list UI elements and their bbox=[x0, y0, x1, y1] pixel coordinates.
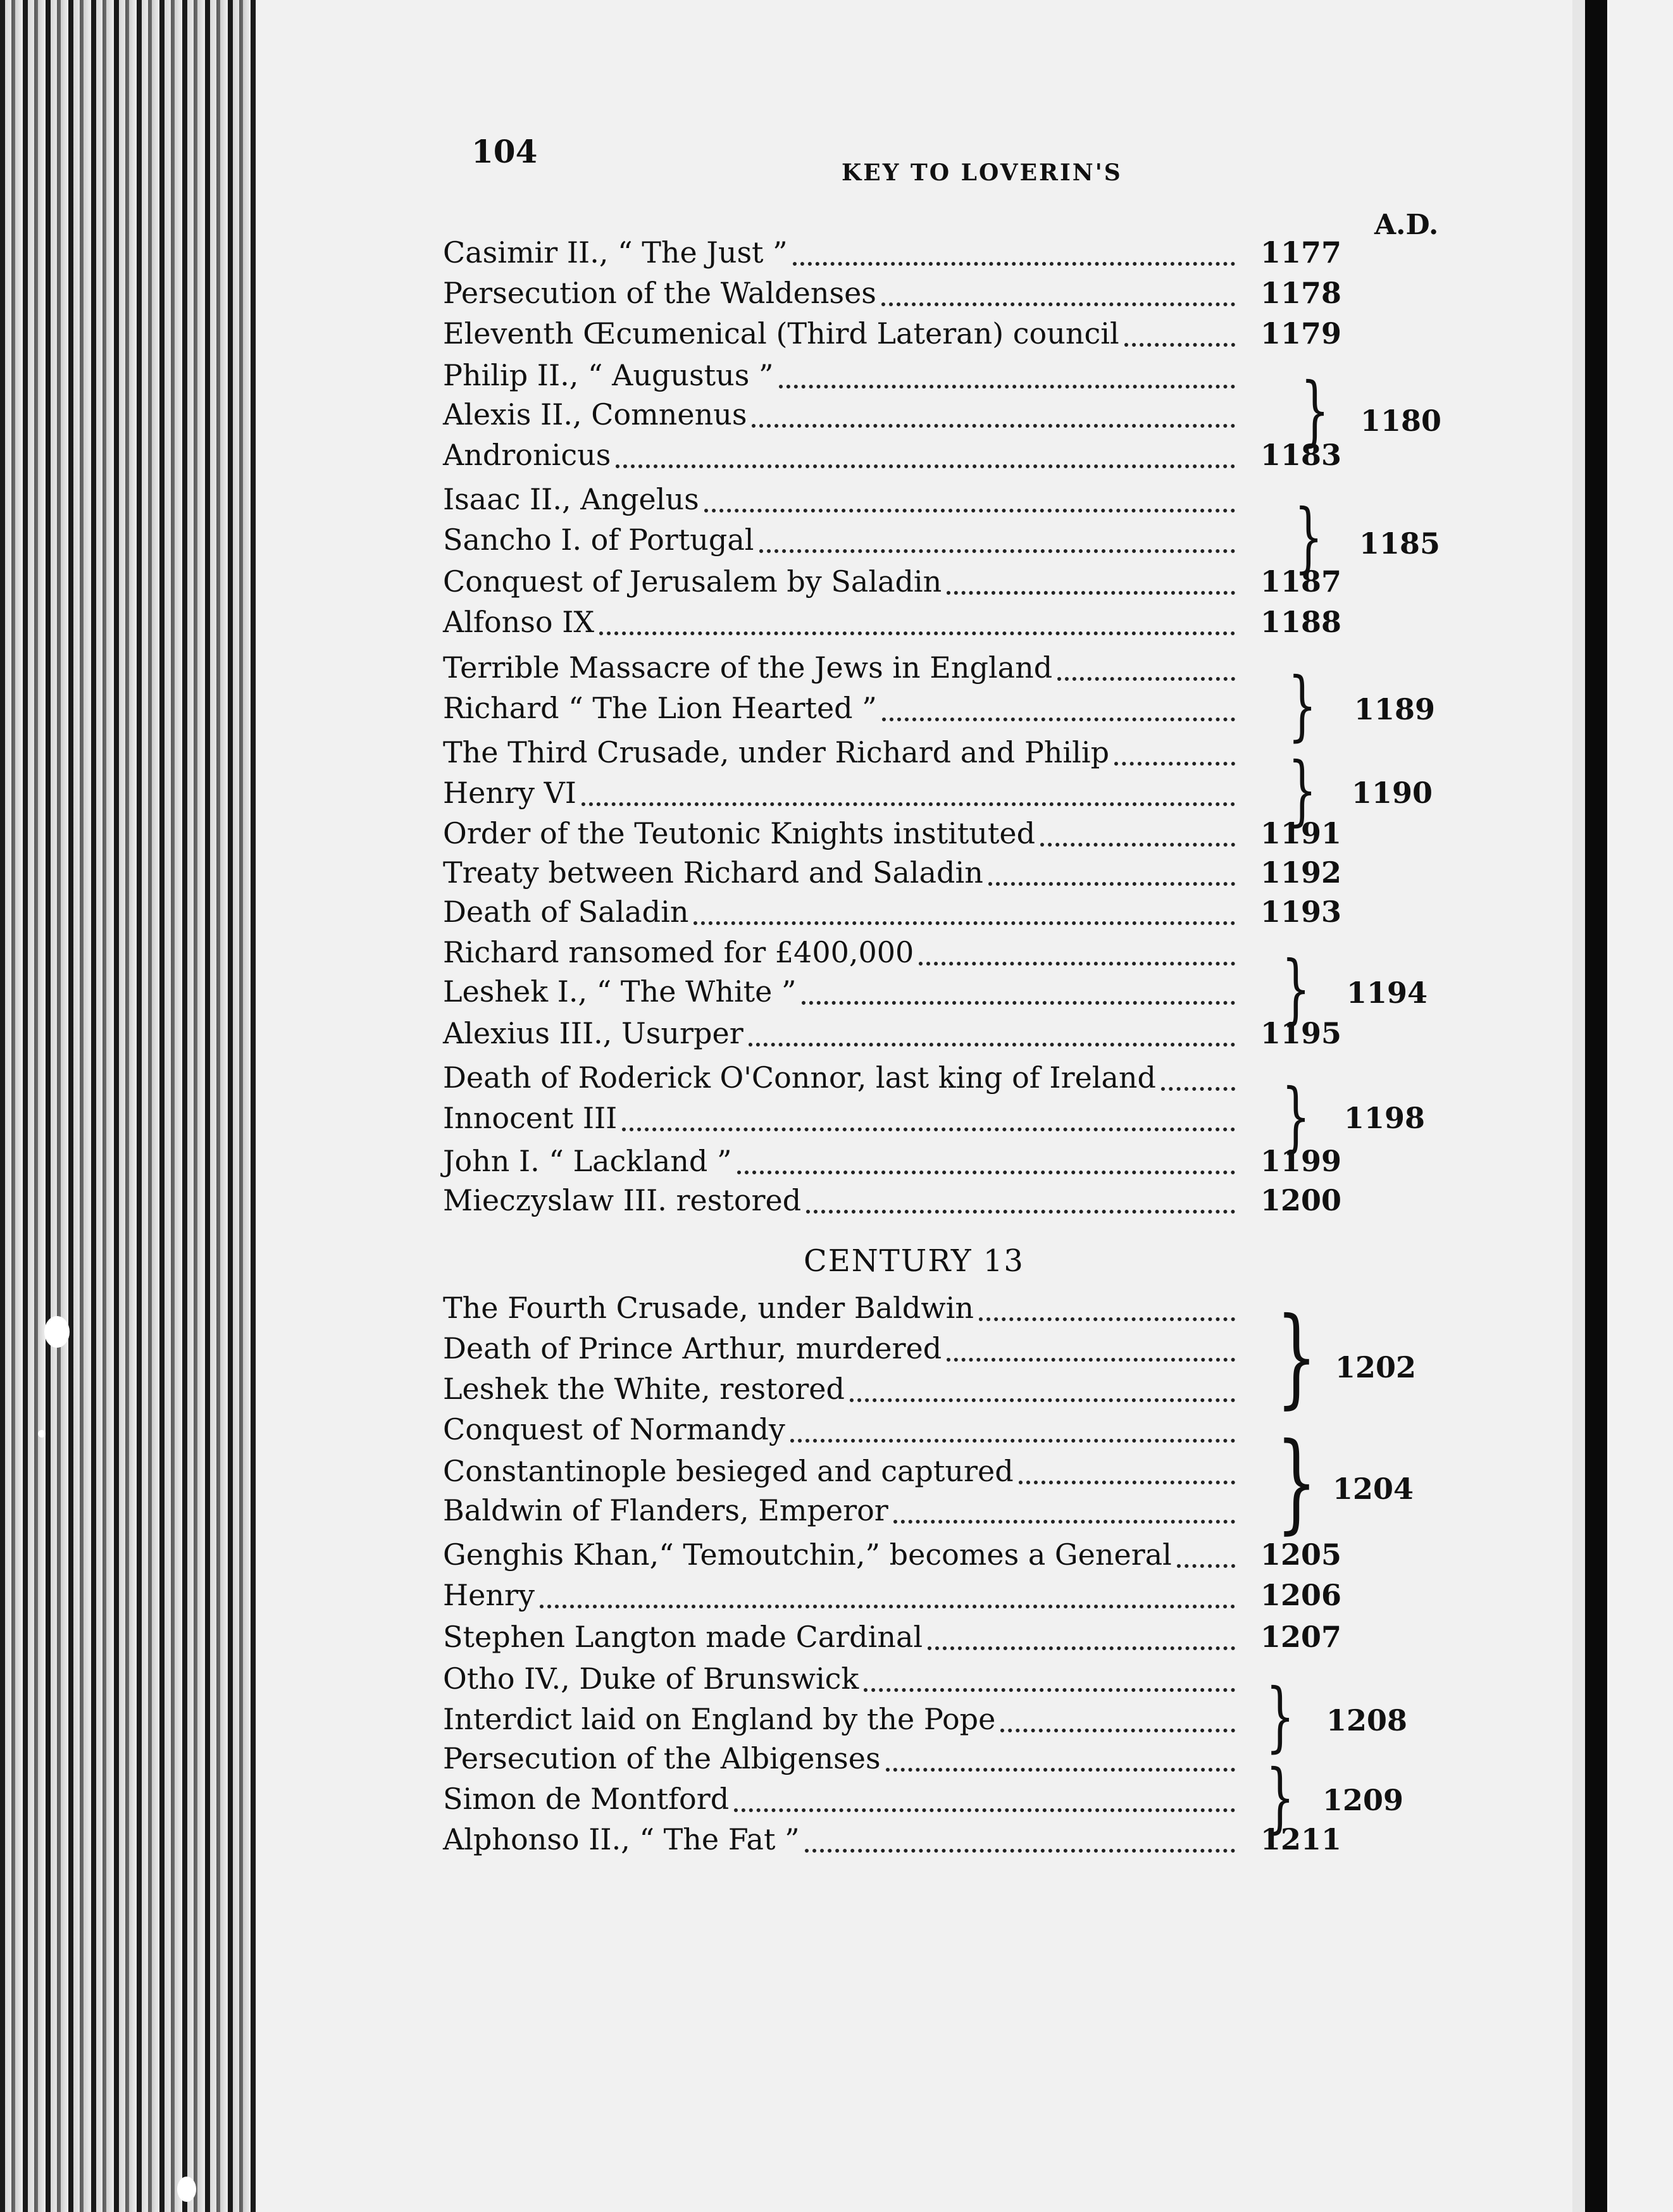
entry-text: The Fourth Crusade, under Baldwin bbox=[443, 1291, 974, 1325]
entry-text: Innocent III bbox=[443, 1101, 618, 1135]
leader-dots bbox=[850, 1398, 1235, 1402]
entry-text: Casimir II., “ The Just ” bbox=[443, 235, 788, 270]
entry-row bbox=[443, 1741, 1341, 1780]
entry-year: 1200 bbox=[1260, 1183, 1341, 1217]
entry-row bbox=[443, 523, 1341, 562]
entry-row bbox=[443, 438, 1341, 477]
entry-year: 1188 bbox=[1260, 605, 1341, 639]
leader-dots bbox=[734, 1808, 1235, 1812]
entry-year: 1211 bbox=[1260, 1822, 1341, 1856]
entry-row bbox=[443, 1291, 1341, 1330]
entry-row bbox=[443, 397, 1341, 437]
leader-dots bbox=[1124, 343, 1235, 347]
entry-year: 1191 bbox=[1260, 816, 1341, 850]
entry-text: Death of Roderick O'Connor, last king of Ireland bbox=[443, 1060, 1156, 1095]
leader-dots bbox=[806, 1210, 1235, 1214]
entry-text: Henry bbox=[443, 1578, 535, 1612]
book-page-edges bbox=[0, 0, 256, 2212]
leader-dots bbox=[886, 1768, 1235, 1772]
entry-row bbox=[443, 1538, 1341, 1577]
entry-row bbox=[443, 1702, 1341, 1741]
running-head: KEY TO LOVERIN'S bbox=[842, 159, 1123, 186]
grouped-year: 1194 bbox=[1346, 976, 1428, 1010]
leader-dots bbox=[979, 1317, 1235, 1321]
entry-row bbox=[443, 1060, 1341, 1100]
grouping-brace: } bbox=[1266, 1673, 1295, 1761]
entry-text: Alfonso IX bbox=[443, 605, 595, 639]
entry-row bbox=[443, 1016, 1341, 1055]
entry-text: Richard ransomed for £400,000 bbox=[443, 935, 914, 969]
entry-row bbox=[443, 1620, 1341, 1659]
grouped-year: 1180 bbox=[1360, 404, 1442, 438]
entry-text: Richard “ The Lion Hearted ” bbox=[443, 691, 877, 725]
entry-row bbox=[443, 1578, 1341, 1617]
leader-dots bbox=[988, 882, 1235, 886]
entry-text: Baldwin of Flanders, Emperor bbox=[443, 1493, 888, 1527]
leader-dots bbox=[947, 591, 1235, 595]
entry-text: Eleventh Œcumenical (Third Lateran) council bbox=[443, 316, 1119, 351]
scan-speck bbox=[38, 1430, 46, 1438]
gutter-rule bbox=[1595, 0, 1607, 2212]
grouping-brace: } bbox=[1276, 1420, 1317, 1545]
entry-year: 1199 bbox=[1260, 1144, 1341, 1178]
page-number: 104 bbox=[471, 133, 538, 170]
entry-row bbox=[443, 1782, 1341, 1821]
entry-text: Constantinople besieged and captured bbox=[443, 1454, 1014, 1488]
century-heading: CENTURY 13 bbox=[804, 1243, 1024, 1279]
leader-dots bbox=[752, 424, 1235, 428]
grouped-year: 1189 bbox=[1354, 692, 1436, 726]
entry-text: Philip II., “ Augustus ” bbox=[443, 358, 774, 392]
entry-row bbox=[443, 1412, 1341, 1451]
leader-dots bbox=[616, 464, 1235, 468]
entry-text: Mieczyslaw III. restored bbox=[443, 1183, 802, 1217]
entry-row bbox=[443, 358, 1341, 397]
entry-year: 1187 bbox=[1260, 564, 1341, 599]
entry-text: Otho IV., Duke of Brunswick bbox=[443, 1662, 859, 1696]
entry-row bbox=[443, 816, 1341, 855]
grouped-year: 1190 bbox=[1352, 776, 1433, 810]
entry-row bbox=[443, 276, 1341, 315]
leader-dots bbox=[919, 962, 1235, 966]
grouping-brace: } bbox=[1276, 1295, 1317, 1420]
entry-year: 1205 bbox=[1260, 1538, 1341, 1572]
entry-year: 1207 bbox=[1260, 1620, 1341, 1654]
leader-dots bbox=[540, 1605, 1235, 1608]
entry-row bbox=[443, 564, 1341, 604]
grouping-brace: } bbox=[1300, 367, 1330, 455]
entry-text: Death of Saladin bbox=[443, 895, 689, 929]
leader-dots bbox=[1161, 1087, 1235, 1091]
leader-dots bbox=[1040, 843, 1235, 847]
scan-speck bbox=[177, 2177, 196, 2202]
leader-dots bbox=[759, 549, 1236, 553]
leader-dots bbox=[779, 385, 1235, 388]
entry-text: Simon de Montford bbox=[443, 1782, 730, 1816]
grouping-brace: } bbox=[1288, 747, 1317, 835]
leader-dots bbox=[802, 1001, 1235, 1005]
leader-dots bbox=[928, 1646, 1235, 1650]
entry-text: Alphonso II., “ The Fat ” bbox=[443, 1822, 800, 1856]
leader-dots bbox=[947, 1358, 1235, 1362]
entry-row bbox=[443, 735, 1341, 774]
entry-row bbox=[443, 691, 1341, 730]
leader-dots bbox=[749, 1043, 1235, 1047]
leader-dots bbox=[1019, 1481, 1235, 1484]
entry-row bbox=[443, 1493, 1341, 1532]
entry-row bbox=[443, 1822, 1341, 1861]
leader-dots bbox=[805, 1849, 1235, 1853]
entry-text: Leshek I., “ The White ” bbox=[443, 974, 797, 1009]
entry-text: Stephen Langton made Cardinal bbox=[443, 1620, 923, 1654]
grouped-year: 1185 bbox=[1359, 526, 1441, 561]
leader-dots bbox=[790, 1439, 1235, 1443]
entry-row bbox=[443, 776, 1341, 815]
entry-text: Persecution of the Waldenses bbox=[443, 276, 876, 310]
leader-dots bbox=[1177, 1564, 1235, 1568]
entry-text: John I. “ Lackland ” bbox=[443, 1144, 732, 1178]
entry-row bbox=[443, 1101, 1341, 1140]
grouping-brace: } bbox=[1266, 1754, 1295, 1842]
grouped-year: 1202 bbox=[1335, 1350, 1417, 1384]
entry-row bbox=[443, 1331, 1341, 1370]
column-head-ad: A.D. bbox=[1374, 209, 1439, 241]
entry-text: Conquest of Jerusalem by Saladin bbox=[443, 564, 942, 599]
entry-year: 1192 bbox=[1260, 855, 1341, 890]
entry-text: Henry VI bbox=[443, 776, 576, 810]
entry-year: 1193 bbox=[1260, 895, 1341, 929]
entry-year: 1195 bbox=[1260, 1016, 1341, 1050]
entry-text: Alexius III., Usurper bbox=[443, 1016, 743, 1050]
leader-dots bbox=[1000, 1729, 1235, 1732]
entry-row bbox=[443, 650, 1341, 690]
leader-dots bbox=[737, 1171, 1235, 1174]
entry-text: Order of the Teutonic Knights instituted bbox=[443, 816, 1036, 850]
entry-text: The Third Crusade, under Richard and Philip bbox=[443, 735, 1110, 769]
leader-dots bbox=[1114, 762, 1235, 766]
grouping-brace: } bbox=[1281, 945, 1311, 1033]
entry-row bbox=[443, 895, 1341, 934]
facing-page-gutter bbox=[1572, 0, 1673, 2212]
grouping-brace: } bbox=[1281, 1073, 1311, 1161]
entry-row bbox=[443, 1144, 1341, 1183]
entry-text: Interdict laid on England by the Pope bbox=[443, 1702, 996, 1736]
grouping-brace: } bbox=[1294, 494, 1324, 581]
entry-row bbox=[443, 1662, 1341, 1701]
leader-dots bbox=[599, 631, 1235, 635]
leader-dots bbox=[893, 1520, 1235, 1524]
grouped-year: 1208 bbox=[1326, 1703, 1408, 1737]
entry-text: Andronicus bbox=[443, 438, 611, 472]
leader-dots bbox=[693, 921, 1235, 925]
entry-text: Leshek the White, restored bbox=[443, 1372, 845, 1406]
entry-row bbox=[443, 1372, 1341, 1411]
entry-year: 1178 bbox=[1260, 276, 1341, 310]
leader-dots bbox=[881, 302, 1235, 306]
entry-row bbox=[443, 316, 1341, 356]
entry-text: Genghis Khan,“ Temoutchin,” becomes a General bbox=[443, 1538, 1172, 1572]
scan-speck bbox=[44, 1316, 70, 1348]
entry-row bbox=[443, 235, 1341, 275]
entry-row bbox=[443, 482, 1341, 521]
entry-text: Persecution of the Albigenses bbox=[443, 1741, 881, 1775]
entry-year: 1177 bbox=[1260, 235, 1341, 270]
entry-text: Death of Prince Arthur, murdered bbox=[443, 1331, 942, 1365]
entry-row bbox=[443, 1183, 1341, 1222]
entry-row bbox=[443, 605, 1341, 644]
leader-dots bbox=[622, 1128, 1235, 1131]
entry-text: Alexis II., Comnenus bbox=[443, 397, 747, 432]
leader-dots bbox=[582, 802, 1235, 806]
entry-text: Treaty between Richard and Saladin bbox=[443, 855, 983, 890]
leader-dots bbox=[793, 262, 1235, 266]
leader-dots bbox=[704, 509, 1235, 513]
entry-row bbox=[443, 974, 1341, 1014]
entry-row bbox=[443, 855, 1341, 895]
entry-year: 1206 bbox=[1260, 1578, 1341, 1612]
entry-year: 1183 bbox=[1260, 438, 1341, 472]
entry-text: Conquest of Normandy bbox=[443, 1412, 785, 1446]
leader-dots bbox=[864, 1688, 1235, 1692]
grouped-year: 1209 bbox=[1322, 1783, 1404, 1817]
leader-dots bbox=[882, 718, 1235, 721]
grouping-brace: } bbox=[1288, 662, 1317, 750]
entry-row bbox=[443, 935, 1341, 974]
grouped-year: 1198 bbox=[1344, 1101, 1426, 1135]
leader-dots bbox=[1057, 677, 1235, 681]
entry-year: 1179 bbox=[1260, 316, 1341, 351]
grouped-year: 1204 bbox=[1333, 1472, 1414, 1506]
entry-text: Terrible Massacre of the Jews in England bbox=[443, 650, 1053, 685]
entry-row bbox=[443, 1454, 1341, 1493]
entry-text: Isaac II., Angelus bbox=[443, 482, 699, 516]
entry-text: Sancho I. of Portugal bbox=[443, 523, 754, 557]
